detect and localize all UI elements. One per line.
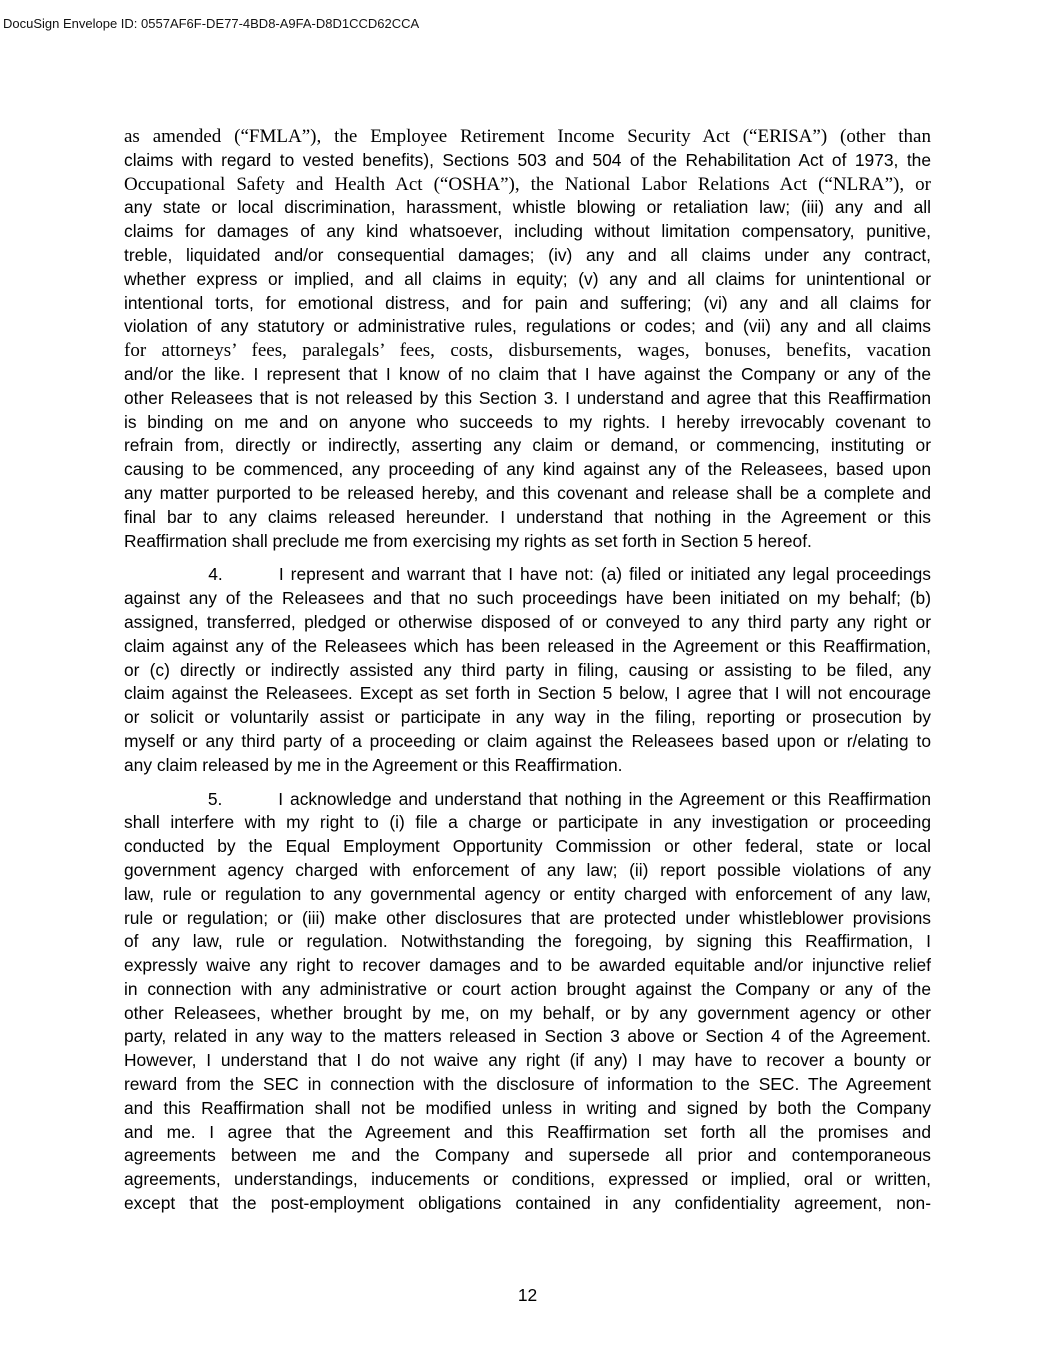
text-line: refrain from, directly or indirectly, asserting any claim or demand, or commencing, instituting or xyxy=(124,435,931,456)
text-line: any matter purported to be released hereby, and this covenant and release shall be a complete and xyxy=(124,482,931,503)
text-line: for attorneys’ fees, paralegals’ fees, costs, disbursements, wages, bonuses, benefits, vacation xyxy=(124,340,931,362)
text-line: and me. I agree that the Agreement and this Reaffirmation set forth all the promises and xyxy=(124,1121,931,1142)
text-line: claim against the Releasees. Except as set forth in Section 5 below, I agree that I will not encourage xyxy=(124,683,931,704)
text-line: assigned, transferred, pledged or otherwise disposed of or conveyed to any third party any right or xyxy=(124,611,931,632)
text-line: claims with regard to vested benefits), Sections 503 and 504 of the Rehabilitation Act of 1973, the xyxy=(124,149,931,170)
paragraph-spacer xyxy=(124,553,931,563)
text-line: intentional torts, for emotional distress, and for pain and suffering; (vi) any and all claims for xyxy=(124,292,931,313)
text-line: or (c) directly or indirectly assisted any third party in filing, causing or assisting to be filed, any xyxy=(124,659,931,680)
text-line: party, related in any way to the matters released in Section 3 above or Section 4 of the Agreement. xyxy=(124,1026,931,1047)
text-line: 5. I acknowledge and understand that nothing in the Agreement or this Reaffirmation xyxy=(124,788,931,809)
text-line: reward from the SEC in connection with the disclosure of information to the SEC. The Agreement xyxy=(124,1074,931,1095)
paragraph-section-5 xyxy=(124,788,931,1216)
text-line: government agency charged with enforcement of any law; (ii) report possible violations of any xyxy=(124,859,931,880)
page-number: 12 xyxy=(517,1285,538,1305)
text-line: claims for damages of any kind whatsoever, including without limitation compensatory, punitive, xyxy=(124,221,931,242)
text-line: whether express or implied, and all claims in equity; (v) any and all claims for unintentional or xyxy=(124,268,931,289)
text-line: in connection with any administrative or court action brought against the Company or any of the xyxy=(124,978,931,999)
text-line: against any of the Releasees and that no such proceedings have been initiated on my behalf; (b) xyxy=(124,588,931,609)
text-line: any state or local discrimination, harassment, whistle blowing or retaliation law; (iii) any and all xyxy=(124,197,931,218)
text-line: agreements between me and the Company and supersede all prior and contemporaneous xyxy=(124,1145,931,1166)
text-line: 4. I represent and warrant that I have not: (a) filed or initiated any legal proceedings xyxy=(124,564,931,585)
text-line: is binding on me and on anyone who succeeds to my rights. I hereby irrevocably covenant to xyxy=(124,411,931,432)
paragraph-release-claims xyxy=(124,125,931,553)
text-line: Reaffirmation shall preclude me from exercising my rights as set forth in Section 5 hereof. xyxy=(124,530,812,551)
text-line: other Releasees that is not released by this Section 3. I understand and agree that this Reaffirmation xyxy=(124,387,931,408)
text-line: agreements, understandings, inducements or conditions, expressed or implied, oral or written, xyxy=(124,1169,931,1190)
text-line: claim against any of the Releasees which has been released in the Agreement or this Reaffirmation, xyxy=(124,635,931,656)
text-line: or solicit or voluntarily assist or participate in any way in the filing, reporting or prosecution by xyxy=(124,707,931,728)
text-line: and this Reaffirmation shall not be modified unless in writing and signed by both the Company xyxy=(124,1097,931,1118)
text-line: However, I understand that I do not waive any right (if any) I may have to recover a bounty or xyxy=(124,1050,931,1071)
text-line: myself or any third party of a proceeding or claim against the Releasees based upon or r/elating to xyxy=(124,730,931,751)
text-line: Occupational Safety and Health Act (“OSHA”), the National Labor Relations Act (“NLRA”), or xyxy=(124,173,931,195)
document-body xyxy=(124,125,931,1216)
text-line: as amended (“FMLA”), the Employee Retirement Income Security Act (“ERISA”) (other than xyxy=(124,126,931,147)
text-line: law, rule or regulation to any governmental agency or entity charged with enforcement of any law, xyxy=(124,883,931,904)
text-line: rule or regulation; or (iii) make other disclosures that are protected under whistleblower provisions xyxy=(124,907,931,928)
text-line: any claim released by me in the Agreement or this Reaffirmation. xyxy=(124,754,623,775)
paragraph-section-4 xyxy=(124,563,931,777)
paragraph-spacer xyxy=(124,778,931,788)
text-line: violation of any statutory or administrative rules, regulations or codes; and (vii) any and all claims xyxy=(124,316,931,337)
text-line: and/or the like. I represent that I know of no claim that I have against the Company or any of the xyxy=(124,363,931,384)
text-line: of any law, rule or regulation. Notwithstanding the foregoing, by signing this Reaffirmation, I xyxy=(124,931,931,952)
docusign-envelope-id: DocuSign Envelope ID: 0557AF6F-DE77-4BD8-A9FA-D8D1CCD62CCA xyxy=(3,16,420,31)
text-line: treble, liquidated and/or consequential damages; (iv) any and all claims under any contract, xyxy=(124,244,931,265)
text-line: shall interfere with my right to (i) file a charge or participate in any investigation or proceeding xyxy=(124,812,931,833)
text-line: conducted by the Equal Employment Opportunity Commission or other federal, state or local xyxy=(124,836,931,857)
text-line: other Releasees, whether brought by me, on my behalf, or by any government agency or other xyxy=(124,1002,931,1023)
text-line: final bar to any claims released hereunder. I understand that nothing in the Agreement or this xyxy=(124,506,931,527)
text-line: causing to be commenced, any proceeding of any kind against any of the Releasees, based upon xyxy=(124,459,931,480)
text-line: expressly waive any right to recover damages and to be awarded equitable and/or injunctive relief xyxy=(124,955,931,976)
text-line: except that the post-employment obligations contained in any confidentiality agreement, non- xyxy=(124,1193,931,1214)
